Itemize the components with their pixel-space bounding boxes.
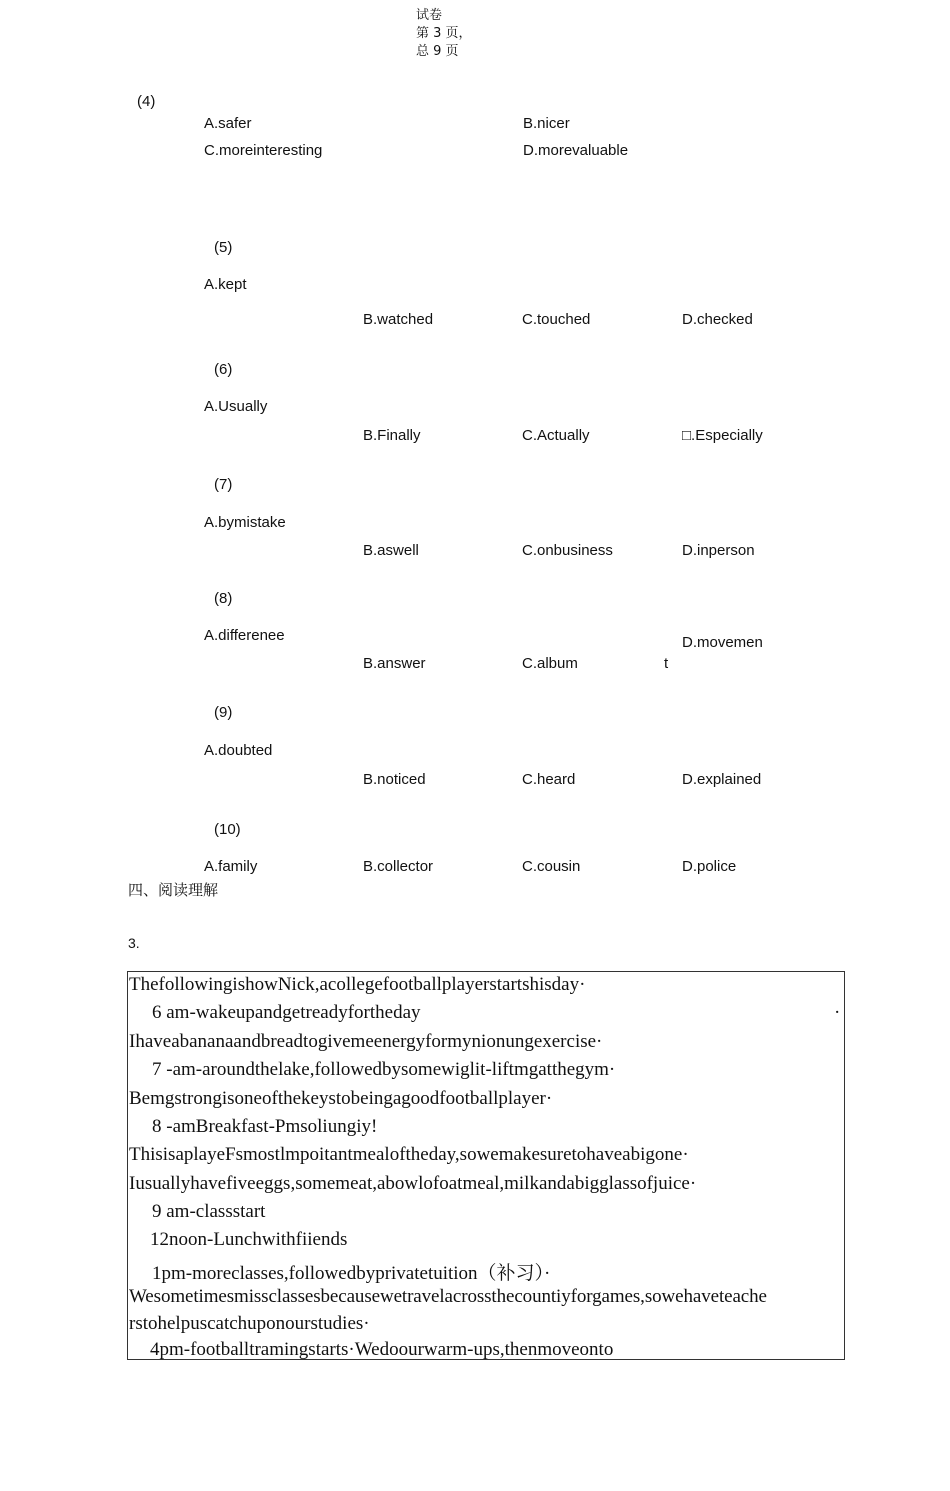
passage-line: ThefollowingishowNick,acollegefootballplayerstartshisday·: [129, 974, 586, 995]
option-b: B.collector: [363, 858, 434, 875]
passage-line: 4pm-footballtramingstarts·Wedoourwarm-ups,thenmoveonto: [150, 1339, 614, 1360]
passage-line: 8 -amBreakfast-Pmsoliungiy!: [152, 1116, 378, 1137]
passage-line: 9 am-classstart: [152, 1201, 266, 1222]
option-c: C.onbusiness: [522, 542, 613, 559]
passage-line: ·: [834, 1002, 841, 1023]
question-number: (6): [214, 361, 233, 378]
option-b: B.answer: [363, 655, 426, 672]
section-title: 四、阅读理解: [128, 881, 219, 899]
header-title: 试卷: [416, 8, 443, 23]
option-c: C.moreinteresting: [204, 142, 323, 159]
reading-passage-box: [127, 971, 845, 1360]
option-b: B.nicer: [523, 115, 570, 132]
question-number: (4): [137, 93, 156, 110]
option-c: C.album: [522, 655, 578, 672]
question-number: (7): [214, 476, 233, 493]
passage-line: rstohelpuscatchuponourstudies·: [129, 1313, 370, 1334]
option-c: C.cousin: [522, 858, 581, 875]
option-d-wrap: t: [664, 655, 669, 672]
option-a: A.doubted: [204, 742, 273, 759]
question-3-number: 3.: [128, 935, 140, 951]
option-d: D.police: [682, 858, 737, 875]
option-b: B.noticed: [363, 771, 426, 788]
option-c: C.heard: [522, 771, 576, 788]
header-page-number: 第 3 页，: [416, 26, 472, 41]
question-number: (5): [214, 239, 233, 256]
option-a: A.bymistake: [204, 514, 286, 531]
option-b: B.watched: [363, 311, 434, 328]
option-a: A.family: [204, 858, 258, 875]
question-number: (9): [214, 704, 233, 721]
option-c: C.touched: [522, 311, 591, 328]
passage-line: 7 -am-aroundthelake,followedbysomewiglit-liftmgatthegym·: [152, 1059, 616, 1080]
option-c: C.Actually: [522, 427, 590, 444]
passage-line: Bemgstrongisoneofthekeystobeingagoodfootballplayer·: [129, 1088, 553, 1109]
option-b: B.Finally: [363, 427, 421, 444]
question-number: (10): [214, 821, 241, 838]
passage-line: 12noon-Lunchwithfiiends: [150, 1229, 348, 1250]
option-a: A.safer: [204, 115, 252, 132]
passage-line: ThisisaplayeFsmostlmpoitantmealoftheday,sowemakesuretohaveabigone·: [129, 1144, 689, 1165]
option-d: D.inperson: [682, 542, 755, 559]
question-number: (8): [214, 590, 233, 607]
header-total-pages: 总 9 页: [416, 44, 459, 59]
passage-line: 6 am-wakeupandgetreadyfortheday: [152, 1002, 421, 1023]
passage-line: 1pm-moreclasses,followedbyprivatetuition（补习）·: [152, 1263, 551, 1284]
passage-line: Iusuallyhavefiveeggs,somemeat,abowlofoatmeal,milkandabigglassofjuice·: [129, 1173, 697, 1194]
passage-line: Wesometimesmissclassesbecausewetravelacrossthecountiyforgames,sowehaveteache: [129, 1286, 767, 1307]
option-d: □.Especially: [682, 427, 763, 444]
option-d: D.morevaluable: [523, 142, 629, 159]
option-b: B.aswell: [363, 542, 419, 559]
option-d: D.explained: [682, 771, 762, 788]
option-a: A.kept: [204, 276, 247, 293]
option-d: D.movemen: [682, 634, 763, 651]
passage-line: Ihaveabananaandbreadtogivemeenergyformynionungexercise·: [129, 1031, 603, 1052]
option-d: D.checked: [682, 311, 753, 328]
option-a: A.Usually: [204, 398, 268, 415]
option-a: A.differenee: [204, 627, 285, 644]
